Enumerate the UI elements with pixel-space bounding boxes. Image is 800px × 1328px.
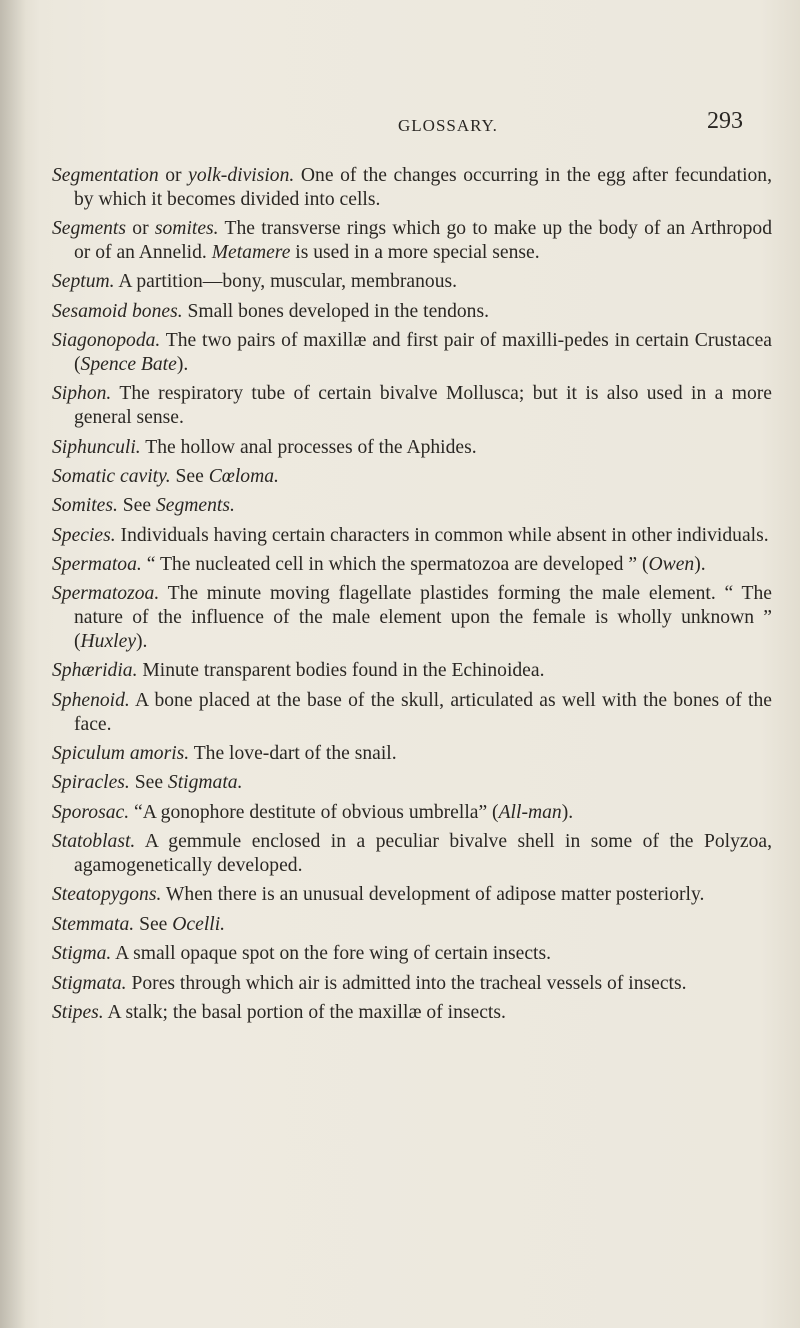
glossary-entry — [52, 553, 772, 577]
entry-italic-ref: Cœloma. — [208, 465, 279, 487]
entry-text: The two pairs of maxillæ and first pair of maxilli-pedes in certain Crustacea ( — [74, 330, 772, 375]
entry-term: Stipes. — [52, 1001, 104, 1023]
entry-term: Sporosac. — [52, 801, 130, 823]
glossary-entry — [52, 382, 772, 430]
entry-text: The minute moving flagellate plastides forming the male element. “ The nature of the influence of the male element upon the female is wholly unknown ” ( — [74, 583, 772, 653]
entry-text: ). — [694, 554, 706, 576]
entry-text: See — [129, 772, 168, 794]
entry-text: A small opaque spot on the fore wing of certain insects. — [111, 943, 552, 965]
entry-term: Sesamoid bones. — [52, 300, 183, 322]
entry-text: A partition—bony, muscular, membranous. — [114, 271, 458, 293]
entry-text: ). — [176, 353, 189, 375]
entry-text: “ The nucleated cell in which the spermatozoa are developed ” ( — [141, 554, 649, 576]
entry-term: Siphunculi. — [52, 436, 141, 458]
entry-italic-ref: yolk-division. — [188, 165, 295, 186]
entry-text: A stalk; the basal portion of the maxillæ of insects. — [103, 1001, 506, 1023]
running-head: GLOSSARY. — [398, 116, 498, 135]
entry-term: Stigmata. — [52, 972, 127, 994]
entry-term: Siagonopoda. — [52, 330, 161, 352]
entry-term: Stemmata. — [52, 913, 135, 935]
entry-text: “A gonophore destitute of obvious umbrella” ( — [129, 801, 499, 823]
entry-term: Segments — [52, 218, 127, 240]
entry-term: Stigma. — [52, 943, 112, 965]
glossary-entry — [52, 689, 772, 737]
page-header — [0, 104, 800, 144]
entry-italic-ref: All-man — [498, 801, 562, 823]
entry-term: Spermatoa. — [52, 554, 142, 576]
entry-italic-ref: Segments. — [155, 495, 235, 517]
page-number: 293 — [707, 108, 743, 134]
entry-term: Somites. — [52, 495, 118, 517]
entry-italic-ref: Owen — [648, 554, 695, 576]
entry-italic-ref: Metamere — [211, 241, 291, 263]
entry-italic-ref: Stigmata. — [167, 772, 243, 794]
glossary-entry — [52, 771, 772, 795]
gutter-shadow — [0, 0, 26, 1328]
entry-term: Spermatozoa. — [52, 583, 160, 605]
entry-text: The respiratory tube of certain bivalve Mollusca; but it is also used in a more general sense. — [74, 383, 772, 429]
glossary-entry — [52, 830, 772, 878]
entry-text: Pores through which air is admitted into the tracheal vessels of insects. — [126, 972, 687, 994]
glossary-entry — [52, 801, 772, 825]
glossary-entry — [52, 329, 772, 377]
glossary-entry — [52, 164, 772, 212]
entry-term: Species. — [52, 524, 116, 546]
entry-italic-ref: Ocelli. — [172, 913, 226, 935]
entry-text: or — [126, 218, 155, 240]
entry-text: See — [117, 495, 156, 517]
glossary-entry — [52, 436, 772, 460]
entry-text: One of the changes occurring in the egg after fecundation, by which it becomes divided into cells. — [74, 165, 773, 210]
glossary-entry — [52, 942, 772, 966]
entry-term: Segmentation — [52, 165, 159, 186]
entry-italic-ref: Huxley — [80, 631, 137, 653]
glossary-entry — [52, 300, 772, 324]
glossary-entry — [52, 524, 772, 548]
glossary-entry — [52, 494, 772, 518]
glossary-entry — [52, 582, 772, 653]
entry-term: Siphon. — [52, 383, 112, 405]
entry-italic-ref: Spence Bate — [80, 353, 177, 375]
glossary-entry — [52, 270, 772, 294]
glossary-entry — [52, 659, 772, 683]
entry-text: is used in a more special sense. — [290, 241, 540, 263]
entry-text: A gemmule enclosed in a peculiar bivalve shell in some of the Polyzoa, agamogenetically developed. — [74, 831, 772, 877]
entry-term: Steatopygons. — [52, 884, 162, 906]
entry-term: Somatic cavity. — [52, 465, 171, 487]
glossary-entry — [52, 883, 772, 907]
glossary-entry — [52, 742, 772, 766]
entry-text: Individuals having certain characters in common while absent in other individuals. — [115, 524, 769, 546]
glossary-entry — [52, 972, 772, 996]
entry-term: Spiracles. — [52, 772, 130, 794]
entry-text: See — [170, 465, 209, 487]
entry-term: Sphenoid. — [52, 689, 130, 711]
entry-text: A bone placed at the base of the skull, articulated as well with the bones of the face. — [74, 689, 772, 735]
entry-text: When there is an unusual development of adipose matter posteriorly. — [161, 884, 705, 906]
entry-text: See — [134, 913, 173, 935]
entry-text: ). — [561, 801, 574, 823]
entry-text: The hollow anal processes of the Aphides. — [140, 436, 477, 458]
entry-term: Spiculum amoris. — [52, 743, 190, 765]
glossary-entry — [52, 1001, 772, 1025]
entry-text: The transverse rings which go to make up the body of an Arthropod or of an Annelid. — [74, 218, 772, 263]
glossary-entry — [52, 217, 772, 265]
entry-text: Small bones developed in the tendons. — [182, 300, 489, 322]
entry-text: Minute transparent bodies found in the Echinoidea. — [137, 660, 545, 682]
entry-italic-ref: somites. — [154, 218, 219, 240]
glossary-entry — [52, 465, 772, 489]
glossary-entry — [52, 913, 772, 937]
entry-term: Septum. — [52, 271, 115, 293]
entry-text: The love-dart of the snail. — [189, 743, 397, 765]
entry-text: or — [158, 165, 189, 186]
entry-text: ). — [136, 631, 148, 653]
glossary-entries — [52, 164, 772, 1030]
entry-term: Sphæridia. — [52, 660, 138, 682]
entry-term: Statoblast. — [52, 831, 136, 853]
